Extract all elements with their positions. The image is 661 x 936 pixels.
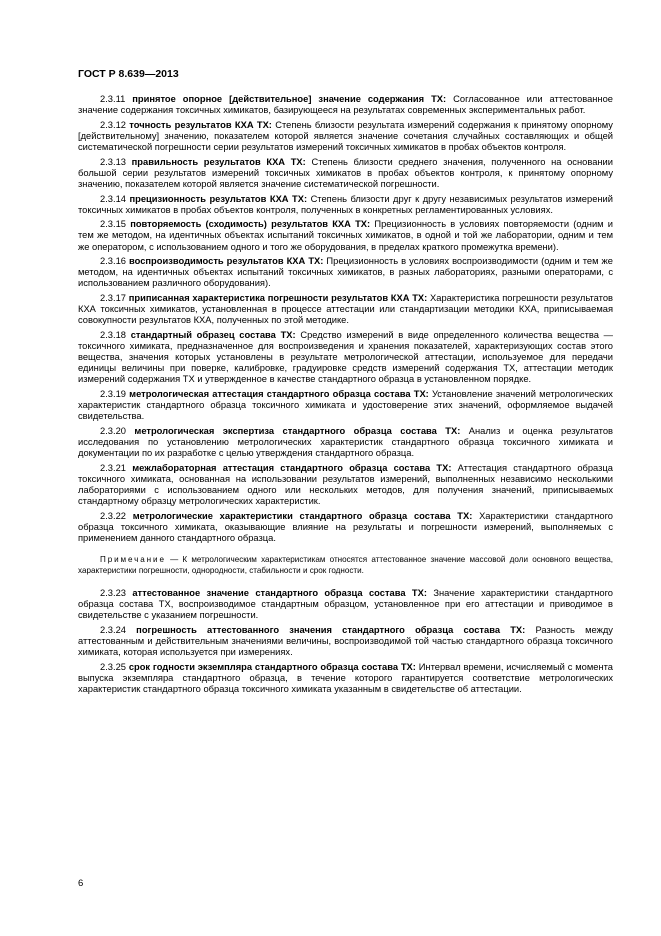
term: воспроизводимость результатов КХА ТХ: [129, 256, 324, 267]
clause-number: 2.3.13 [100, 156, 126, 167]
term: точность результатов КХА ТХ: [129, 119, 272, 130]
clause-number: 2.3.20 [100, 425, 126, 436]
clause-number: 2.3.11 [100, 94, 126, 104]
definition-paragraph [78, 389, 613, 422]
clause-number: 2.3.16 [100, 256, 126, 267]
definition-text: Степень близости друг к другу независимых результатов измерений токсичных химикатов в пробах объектов контроля, полученных в конкретных регламентированных условиях. [78, 193, 613, 215]
term: межлабораторная аттестация стандартного образца состава ТХ: [132, 462, 452, 473]
term: срок годности экземпляра стандартного образца состава ТХ: [128, 661, 416, 672]
definition-paragraph [78, 219, 613, 252]
definition-text: Согласованное или аттестованное значение содержания токсичных химикатов, базирующееся на результатах современных экспериментальных работ. [78, 94, 613, 116]
definition-paragraph [78, 426, 613, 459]
clause-number: 2.3.22 [100, 510, 126, 521]
definition-paragraph [78, 511, 613, 544]
definition-text: Установление значений метрологических характеристик стандартного образца токсичного химиката и удостоверение этих значений, оформляемое выдачей свидетельства. [78, 389, 613, 422]
clause-number: 2.3.21 [100, 462, 126, 473]
definition-paragraph [78, 256, 613, 289]
term: стандартный образец состава ТХ: [130, 329, 296, 340]
term: правильность результатов КХА ТХ: [131, 156, 306, 167]
term: аттестованное значение стандартного образца состава ТХ: [132, 588, 427, 598]
definition-paragraph [78, 293, 613, 326]
definition-text: Аттестация стандартного образца токсичного химиката, основанная на использовании результатов измерений, выполненных независимо несколькими лабораториями с использованием одного или нескольких методов, для получения значений, приписываемых стандартному образцу метрологических характеристик. [78, 462, 613, 507]
term: метрологическая экспертиза стандартного образца состава ТХ: [134, 425, 461, 436]
term: принятое опорное [действительное] значение содержания ТХ: [132, 94, 447, 104]
clause-number: 2.3.12 [100, 119, 126, 130]
clause-number: 2.3.19 [100, 389, 126, 399]
definitions-list [78, 94, 613, 544]
note-label: Примечание [100, 555, 166, 564]
page-header: ГОСТ Р 8.639—2013 [78, 68, 179, 80]
page-content [78, 94, 613, 699]
definition-paragraph [78, 157, 613, 190]
definition-paragraph [78, 330, 613, 385]
clause-number: 2.3.15 [100, 219, 126, 230]
term: повторяемость (сходимость) результатов КХА ТХ: [130, 219, 371, 230]
definition-text: Прецизионность в условиях воспроизводимости (одним и тем же методом, на идентичных объектах испытаний токсичных химикатов, в разных лабораториях, разными операторами, с использованием различного оборудования). [78, 256, 613, 289]
definition-paragraph [78, 588, 613, 621]
definition-text: Характеристика погрешности результатов КХА токсичных химикатов, установленная в процессе аттестации или стандартизации методики КХА, приписываемая совокупности результатов КХА, полученных по этой методике. [78, 293, 613, 326]
note [78, 554, 613, 576]
definition-text: Характеристики стандартного образца токсичного химиката, оказывающие влияние на результаты и погрешности измерений, выполняемых с применением данного стандартного образца. [78, 510, 613, 543]
clause-number: 2.3.18 [100, 329, 126, 340]
clause-number: 2.3.14 [100, 193, 126, 204]
term: приписанная характеристика погрешности результатов КХА ТХ: [128, 293, 428, 304]
clause-number: 2.3.23 [100, 588, 126, 598]
page-number: 6 [78, 878, 84, 889]
definitions-list-continued [78, 588, 613, 695]
clause-number: 2.3.25 [100, 661, 126, 672]
definition-text: Значение характеристики стандартного образца состава ТХ, воспроизводимое стандартным образцом, установленное при его аттестации и приводимое в свидетельстве с указанием погрешности. [78, 588, 613, 621]
definition-paragraph [78, 120, 613, 153]
definition-text: Степень близости среднего значения, полученного на основании большой серии результатов измерений токсичных химикатов в пробах объектов контроля, к принятому опорному значению, показателем которой является значение систематической погрешности. [78, 156, 613, 189]
definition-paragraph [78, 194, 613, 216]
definition-paragraph [78, 662, 613, 695]
definition-paragraph [78, 463, 613, 507]
definition-paragraph [78, 94, 613, 116]
definition-text: Прецизионность в условиях повторяемости (одним и тем же методом, на идентичных объектах испытаний токсичных химикатов, в одной и той же лаборатории, одним и тем же оператором, с использованием одного и того же оборудования, в пределах краткого промежутка времени). [78, 219, 613, 252]
definition-text: Степень близости результата измерений содержания к принятому опорному [действительному] значению, показателем которой является значение сочетания случайных составляющих и общей систематической погрешности серии результатов измерений токсичных химикатов в пробах объектов контроля. [78, 119, 613, 152]
term: метрологическая аттестация стандартного образца состава ТХ: [129, 389, 429, 399]
definition-text: Средство измерений в виде определенного количества вещества — токсичного химиката, предназначенное для воспроизведения и хранения показателей, характеризующих состав этого вещества, значения которых установлены в результате метрологической аттестации, используемое для передачи единицы величины при поверке, калибровке, градуировке средств измерений содержания ТХ, аттестации методик измерений содержания ТХ и утвержденное в качестве стандартного образца в установленном порядке. [78, 329, 613, 385]
definition-text: Интервал времени, исчисляемый с момента выпуска экземпляра стандартного образца, в течение которого гарантируется соответствие метрологических характеристик стандартного образца токсичного химиката указанным в свидетельстве об аттестации. [78, 661, 613, 694]
term: погрешность аттестованного значения стандартного образца состава ТХ: [136, 624, 526, 635]
definition-text: Разность между аттестованным и действительным значениями величины, воспроизводимой той частью стандартного образца токсичного химиката, которая используется при измерениях. [78, 624, 613, 658]
clause-number: 2.3.24 [100, 624, 126, 635]
term: прецизионность результатов КХА ТХ: [129, 193, 308, 204]
note-text: — К метрологическим характеристикам относятся аттестованное значение массовой доли основного вещества, характеристики погрешности, однородности, стабильности и срок годности. [78, 555, 613, 575]
clause-number: 2.3.17 [100, 293, 126, 304]
definition-text: Анализ и оценка результатов исследования по установлению метрологических характеристик стандартного образца токсичного химиката и документации по их разработке с целью утверждения стандартного образца. [78, 425, 613, 459]
definition-paragraph [78, 625, 613, 658]
term: метрологические характеристики стандартного образца состава ТХ: [132, 510, 473, 521]
